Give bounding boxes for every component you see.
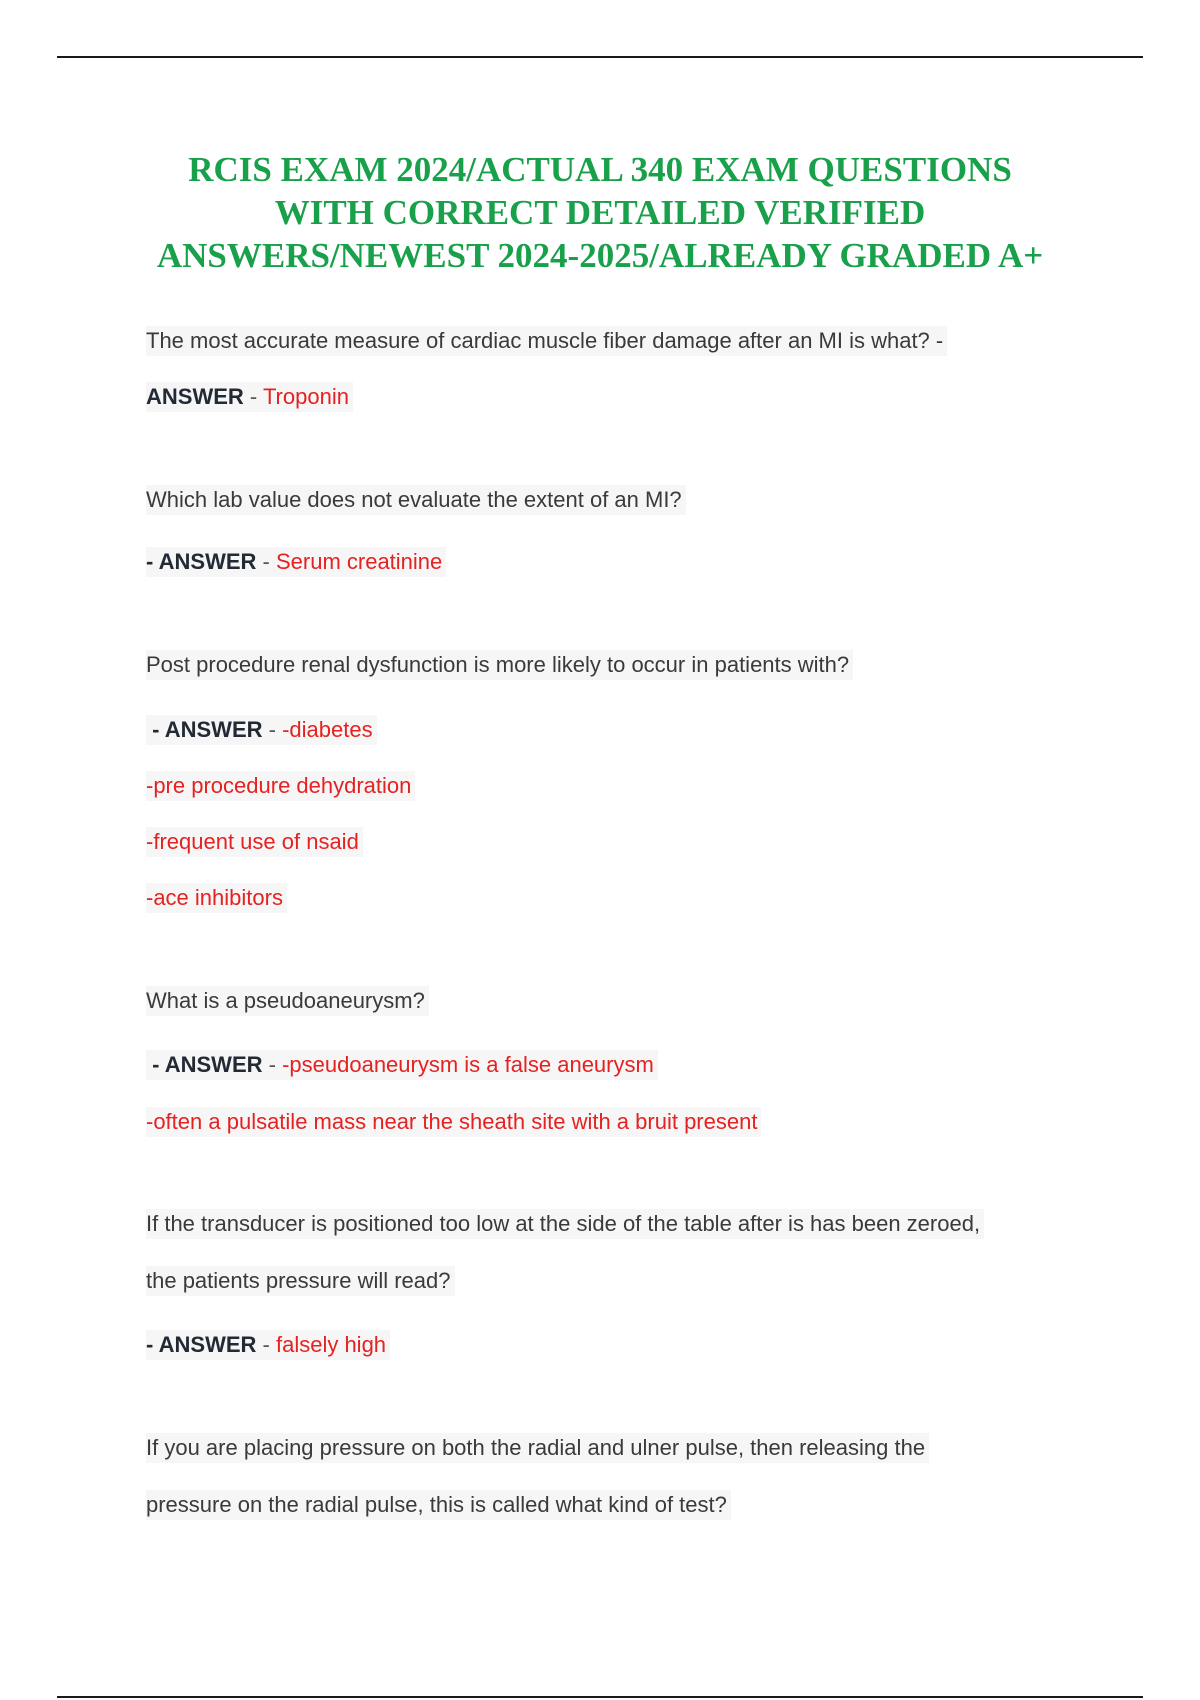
answer-separator: - bbox=[262, 717, 283, 742]
answer-4-line-1 bbox=[146, 1050, 658, 1080]
bottom-rule bbox=[57, 1696, 1143, 1698]
question-6-line-2: pressure on the radial pulse, this is called what kind of test? bbox=[146, 1490, 731, 1520]
answer-3-line-3: -frequent use of nsaid bbox=[146, 827, 363, 857]
top-rule bbox=[57, 56, 1143, 58]
question-3-line-1: Post procedure renal dysfunction is more likely to occur in patients with? bbox=[146, 650, 853, 680]
answer-label: - ANSWER bbox=[146, 1332, 257, 1357]
answer-separator: - bbox=[256, 549, 276, 574]
answer-text: -pseudoaneurysm is a false aneurysm bbox=[282, 1052, 654, 1077]
title-line-1: RCIS EXAM 2024/ACTUAL 340 EXAM QUESTIONS bbox=[188, 150, 1012, 189]
question-6-line-1: If you are placing pressure on both the radial and ulner pulse, then releasing the bbox=[146, 1433, 929, 1463]
answer-separator: - bbox=[262, 1052, 283, 1077]
question-2-line-1: Which lab value does not evaluate the extent of an MI? bbox=[146, 485, 686, 515]
answer-text: -diabetes bbox=[282, 717, 373, 742]
answer-separator: - bbox=[256, 1332, 276, 1357]
answer-1-line-1 bbox=[146, 382, 353, 412]
answer-text: falsely high bbox=[275, 1332, 387, 1357]
answer-2-line-1 bbox=[146, 547, 446, 577]
question-5-line-2: the patients pressure will read? bbox=[146, 1266, 455, 1296]
title-line-2: WITH CORRECT DETAILED VERIFIED bbox=[274, 193, 926, 232]
title-line-3: ANSWERS/NEWEST 2024-2025/ALREADY GRADED A+ bbox=[156, 236, 1044, 275]
answer-text: Serum creatinine bbox=[275, 549, 443, 574]
answer-label: - ANSWER bbox=[146, 549, 257, 574]
answer-label: - ANSWER bbox=[146, 717, 263, 742]
question-5-line-1: If the transducer is positioned too low at the side of the table after is has been zeroed, bbox=[146, 1209, 984, 1239]
answer-label: ANSWER bbox=[146, 384, 244, 409]
answer-5-line-1 bbox=[146, 1330, 390, 1360]
answer-3-line-1 bbox=[146, 715, 377, 745]
answer-3-line-2: -pre procedure dehydration bbox=[146, 771, 415, 801]
question-1-line-1: The most accurate measure of cardiac muscle fiber damage after an MI is what? - bbox=[146, 326, 947, 356]
answer-3-line-4: -ace inhibitors bbox=[146, 883, 287, 913]
answer-4-line-2: -often a pulsatile mass near the sheath site with a bruit present bbox=[146, 1107, 761, 1137]
answer-text: Troponin bbox=[262, 384, 349, 409]
answer-label: - ANSWER bbox=[146, 1052, 263, 1077]
question-4-line-1: What is a pseudoaneurysm? bbox=[146, 986, 429, 1016]
document-title bbox=[0, 148, 1200, 277]
answer-separator: - bbox=[243, 384, 263, 409]
